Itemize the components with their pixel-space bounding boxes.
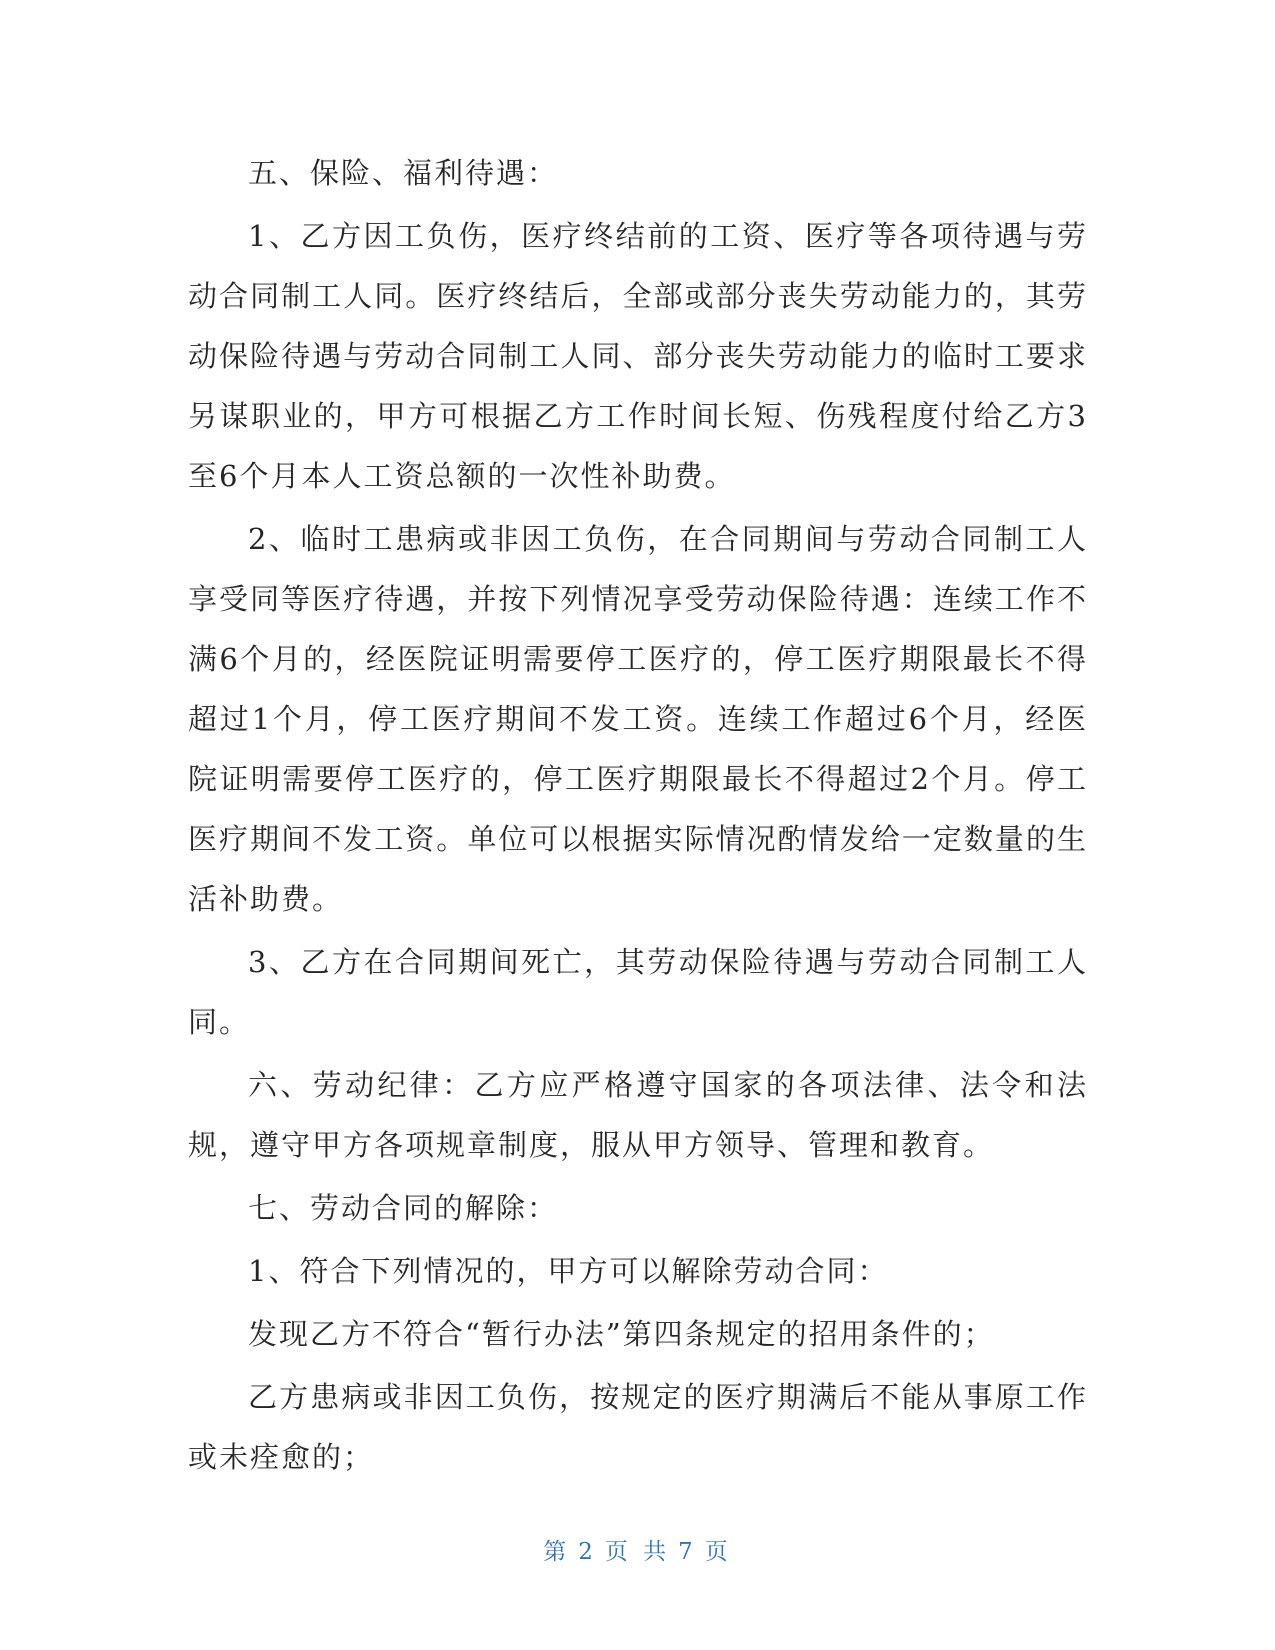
footer-total-pages: 7 (678, 1539, 697, 1565)
footer-prefix: 第 (543, 1539, 571, 1565)
section-heading-insurance: 五、保险、福利待遇： (248, 156, 559, 190)
paragraph-illness-benefits: 2、临时工患病或非因工负伤，在合同期间与劳动合同制工人享受同等医疗待遇，并按下列情况享受劳动保险待遇：连续工作不满6个月的，经医院证明需要停工医疗的，停工医疗期限最长不得超过1个月，停工医疗期间不发工资。连续工作超过6个月，经医院证明需要停工医疗的，停工医疗期限最长不得超过2个月。停工医疗期间不发工资。单位可以根据实际情况酌情发给一定数量的生活补助费。 (188, 522, 1088, 916)
section-heading-discipline: 六、劳动纪律：乙方应严格遵守国家的各项法律、法令和法规，遵守甲方各项规章制度，服从甲方领导、管理和教育。 (188, 1068, 1088, 1162)
paragraph-injury-benefits: 1、乙方因工负伤，医疗终结前的工资、医疗等各项待遇与劳动合同制工人同。医疗终结后，全部或部分丧失劳动能力的，其劳动保险待遇与劳动合同制工人同、部分丧失劳动能力的临时工要求另谋职业的，甲方可根据乙方工作时间长短、伤残程度付给乙方3至6个月本人工资总额的一次性补助费。 (188, 219, 1088, 493)
paragraph-death-benefits: 3、乙方在合同期间死亡，其劳动保险待遇与劳动合同制工人同。 (188, 945, 1088, 1039)
footer-suffix: 页 (704, 1539, 732, 1565)
paragraph-condition-illness: 乙方患病或非因工负伤，按规定的医疗期满后不能从事原工作或未痊愈的； (188, 1380, 1088, 1474)
footer-middle: 页 共 (604, 1539, 671, 1565)
footer-current-page: 2 (578, 1539, 597, 1565)
section-heading-termination: 七、劳动合同的解除： (248, 1191, 559, 1225)
document-body (188, 143, 1088, 1490)
page-number-footer (0, 1533, 1275, 1566)
paragraph-termination-conditions: 1、符合下列情况的，甲方可以解除劳动合同： (248, 1254, 889, 1288)
paragraph-condition-recruitment: 发现乙方不符合“暂行办法”第四条规定的招用条件的； (248, 1317, 995, 1351)
